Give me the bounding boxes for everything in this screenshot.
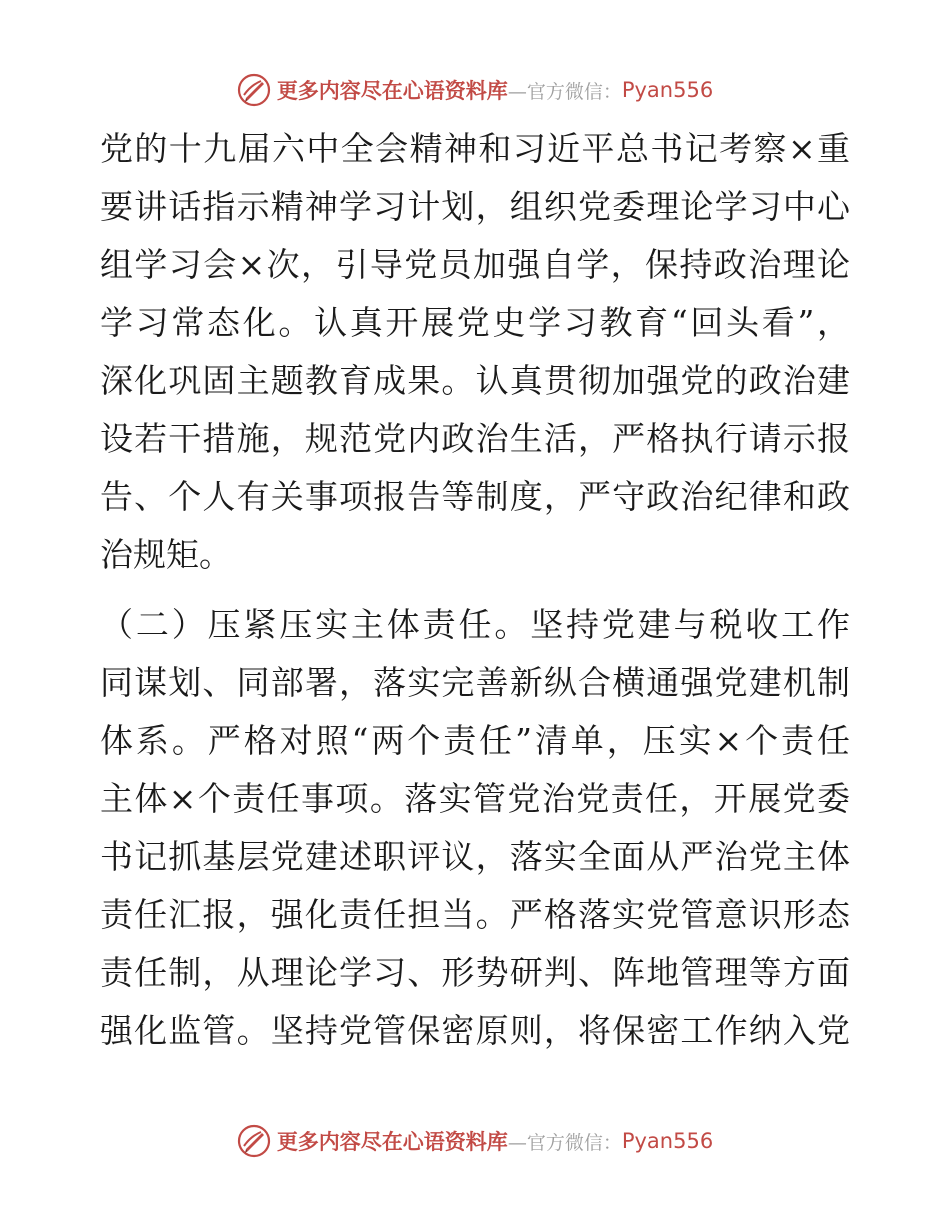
text-line: 要讲话指示精神学习计划，组织党委理论学习中心 xyxy=(100,187,850,226)
text-line: 责任汇报，强化责任担当。严格落实党管意识形态 xyxy=(100,895,850,934)
text-line: 书记抓基层党建述职评议，落实全面从严治党主体 xyxy=(100,837,850,876)
text-line: 深化巩固主题教育成果。认真贯彻加强党的政治建 xyxy=(100,361,850,400)
paragraph-2 xyxy=(100,596,850,1060)
text-line: 学习常态化。认真开展党史学习教育“回头看”， xyxy=(100,303,850,342)
text-line: 组学习会×次，引导党员加强自学，保持政治理论 xyxy=(100,245,850,284)
text-line: 同谋划、同部署，落实完善新纵合横通强党建机制 xyxy=(100,663,850,702)
text-line: 设若干措施，规范党内政治生活，严格执行请示报 xyxy=(100,419,850,458)
text-line: 治规矩。 xyxy=(100,535,232,574)
pen-logo-icon xyxy=(237,1124,271,1158)
text-line: 责任制，从理论学习、形势研判、阵地管理等方面 xyxy=(100,953,850,992)
footer-watermark-banner xyxy=(0,1121,950,1161)
header-watermark-banner xyxy=(0,70,950,110)
banner-main-text: 更多内容尽在心语资料库 xyxy=(276,78,508,103)
banner-sub-text: —官方微信： xyxy=(507,80,622,103)
document-body xyxy=(100,120,850,1060)
text-line: 强化监管。坚持党管保密原则，将保密工作纳入党 xyxy=(100,1011,850,1050)
text-line: 党的十九届六中全会精神和习近平总书记考察×重 xyxy=(100,129,850,168)
pen-logo-icon xyxy=(237,73,271,107)
banner-sub-text: —官方微信： xyxy=(507,1131,622,1154)
banner-wechat-id: Pyan556 xyxy=(621,1129,714,1153)
text-line: （二）压紧压实主体责任。坚持党建与税收工作 xyxy=(100,605,850,644)
banner-main-text: 更多内容尽在心语资料库 xyxy=(276,1129,508,1154)
banner-wechat-id: Pyan556 xyxy=(621,78,714,102)
paragraph-1 xyxy=(100,120,850,584)
text-line: 告、个人有关事项报告等制度，严守政治纪律和政 xyxy=(100,477,850,516)
text-line: 主体×个责任事项。落实管党治党责任，开展党委 xyxy=(100,779,850,818)
text-line: 体系。严格对照“两个责任”清单，压实×个责任 xyxy=(100,721,850,760)
